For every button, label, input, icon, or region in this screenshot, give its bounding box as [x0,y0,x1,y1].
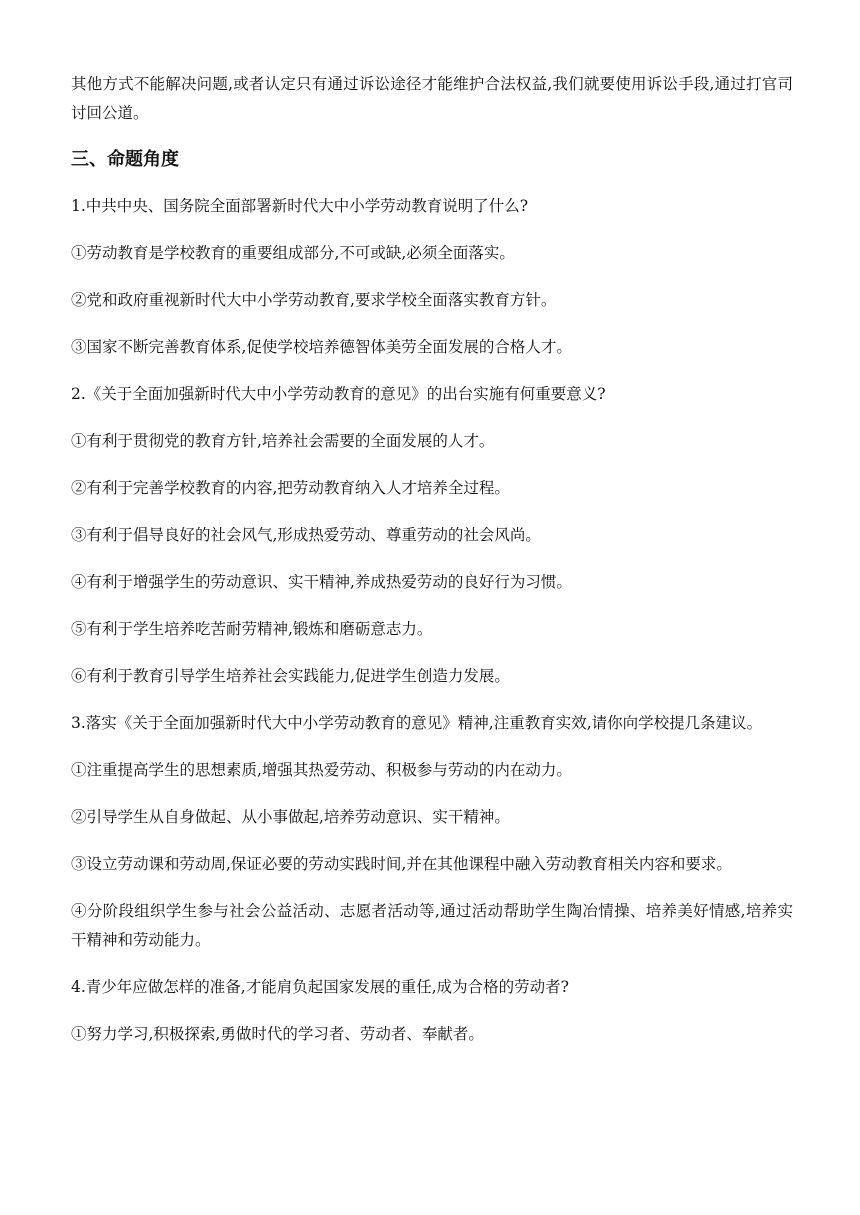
q4-answer-1: ①努力学习,积极探索,勇做时代的学习者、劳动者、奉献者。 [71,1025,484,1043]
question-1: 1.中共中央、国务院全面部署新时代大中小学劳动教育说明了什么? [71,197,529,215]
q2-answer-5: ⑤有利于学生培养吃苦耐劳精神,锻炼和磨砺意志力。 [71,620,433,638]
q3-answer-3: ③设立劳动课和劳动周,保证必要的劳动实践时间,并在其他课程中融入劳动教育相关内容和要求。 [71,855,732,873]
q2-answer-4: ④有利于增强学生的劳动意识、实干精神,养成热爱劳动的良好行为习惯。 [71,573,572,591]
question-4: 4.青少年应做怎样的准备,才能肩负起国家发展的重任,成为合格的劳动者? [71,978,569,996]
q2-answer-1: ①有利于贯彻党的教育方针,培养社会需要的全面发展的人才。 [71,432,495,450]
question-3: 3.落实《关于全面加强新时代大中小学劳动教育的意见》精神,注重教育实效,请你向学校提几条建议。 [71,714,763,732]
q2-answer-6: ⑥有利于教育引导学生培养社会实践能力,促进学生创造力发展。 [71,667,510,685]
q1-answer-3: ③国家不断完善教育体系,促使学校培养德智体美劳全面发展的合格人才。 [71,338,572,356]
q1-answer-2: ②党和政府重视新时代大中小学劳动教育,要求学校全面落实教育方针。 [71,291,557,309]
question-2: 2.《关于全面加强新时代大中小学劳动教育的意见》的出台实施有何重要意义? [71,385,606,403]
q3-answer-4: ④分阶段组织学生参与社会公益活动、志愿者活动等,通过活动帮助学生陶冶情操、培养美好情感,培养实干精神和劳动能力。 [71,902,793,949]
q2-answer-3: ③有利于倡导良好的社会风气,形成热爱劳动、尊重劳动的社会风尚。 [71,526,541,544]
q2-answer-2: ②有利于完善学校教育的内容,把劳动教育纳入人才培养全过程。 [71,479,510,497]
intro-paragraph: 其他方式不能解决问题,或者认定只有通过诉讼途径才能维护合法权益,我们就要使用诉讼手段,通过打官司讨回公道。 [71,75,793,122]
q3-answer-1: ①注重提高学生的思想素质,增强其热爱劳动、积极参与劳动的内在动力。 [71,761,572,779]
q3-answer-2: ②引导学生从自身做起、从小事做起,培养劳动意识、实干精神。 [71,808,510,826]
q1-answer-1: ①劳动教育是学校教育的重要组成部分,不可或缺,必须全面落实。 [71,244,515,262]
document-page [71,70,793,1049]
section-heading: 三、命题角度 [71,149,179,170]
